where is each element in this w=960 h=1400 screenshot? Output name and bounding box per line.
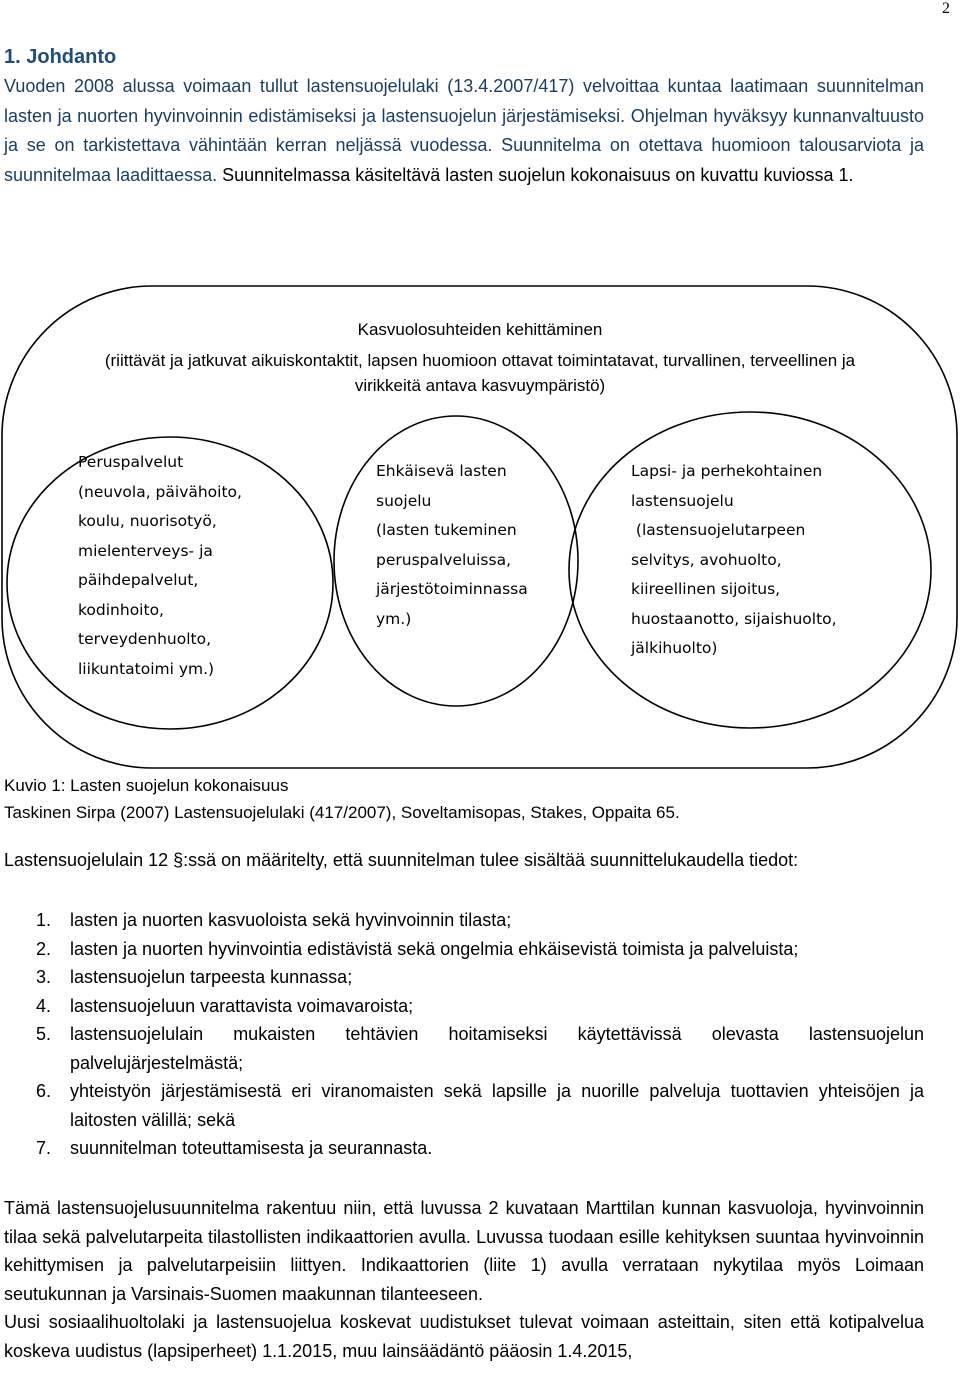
list-item-number: 1. [36,910,52,930]
list-item-number: 5. [36,1024,52,1044]
list-item-number: 7. [36,1138,52,1158]
list-item-text: lastensuojeluun varattavista voimavaroista; [70,995,414,1016]
list-item-number: 6. [36,1081,52,1101]
figure-caption: Kuvio 1: Lasten suojelun kokonaisuus [4,776,289,795]
list-item [4,1134,924,1163]
list-item-text: lasten ja nuorten hyvinvointia edistävistä sekä ongelmia ehkäisevistä toimista ja palveluista; [70,938,799,959]
list-item [4,963,924,992]
section-heading: 1. Johdanto [4,46,117,68]
paragraph: Uusi sosiaalihuoltolaki ja lastensuojelua koskevat uudistukset tulevat voimaan asteittain, siten että kotipalvelua koskeva uudistus (lapsiperheet) 1.1.2015, muu lainsäädäntö pääosin 1.4.2015, [4,1312,924,1361]
circle3-line: huostaanotto, sijaishuolto, [631,609,837,628]
circle1-line: mielenterveys- ja [78,541,213,560]
circle3-title: lastensuojelu [631,491,734,510]
intro-paragraph [4,72,924,190]
circle1-line: terveydenhuolto, [78,630,211,648]
list-item [4,935,924,964]
circle2-line: järjestötoiminnassa [376,580,528,598]
circle1-title: Peruspalvelut [78,453,184,471]
circle1-line: liikuntatoimi ym.) [78,659,215,678]
circle3-line: selvitys, avohuolto, [631,550,782,569]
circle1-line: koulu, nuorisotyö, [78,512,217,530]
list-item-text: yhteistyön järjestämisestä eri viranomaisten sekä lapsille ja nuorille palveluja tuottavien yhteisöjen ja laitosten välillä; sekä [70,1081,924,1130]
circle3-line: jälkihuolto) [631,639,718,657]
circle3-line: (lastensuojelutarpeen [631,521,806,539]
list-item-text: lastensuojelulain mukaisten tehtävien hoitamiseksi käytettävissä olevasta lastensuojelun palvelujärjestelmästä; [70,1024,924,1073]
list-item [4,906,924,935]
law-item-list [4,906,924,1163]
circle2-title: Ehkäisevä lasten [376,462,507,480]
list-item-text: lasten ja nuorten kasvuoloista sekä hyvinvoinnin tilasta; [70,910,512,930]
figure-source: Taskinen Sirpa (2007) Lastensuojelulaki (417/2007), Soveltamisopas, Stakes, Oppaita 65. [4,803,680,822]
list-item [4,1020,924,1077]
list-item-number: 3. [36,967,52,987]
paragraph: Tämä lastensuojelusuunnitelma rakentuu niin, että luvussa 2 kuvataan Marttilan kunnan kasvuoloja, hyvinvoinnin tilaa sekä palvelutarpeita tilastollisten indikaattorien avulla. Luvussa tuodaan esille kehityksen suuntaa hyvinvoinnin kehittymisen ja palvelutarpeisiin liittyen. Indikaattorien (liite 1) avulla verrataan nykytilaa myös Loimaan seutukunnan ja Varsinais-Suomen maakunnan tilanteeseen. [4,1198,924,1304]
list-item [4,1077,924,1134]
list-item-number: 4. [36,995,52,1016]
list-item-text: lastensuojelun tarpeesta kunnassa; [70,967,353,987]
circle2-line: (lasten tukeminen [376,521,517,539]
circle3-line: kiireellinen sijoitus, [631,580,781,598]
intro-text-figure-ref: Suunnitelmassa käsiteltävä lasten suojelun kokonaisuus on kuvattu kuviossa 1. [217,164,854,185]
circle1-line: päihdepalvelut, [78,571,199,589]
circle1-line: (neuvola, päivähoito, [78,482,242,501]
outer-box-title: Kasvuolosuhteiden kehittäminen [357,320,603,339]
circle2-line: ym.) [376,609,412,628]
circle2-text [376,457,576,634]
intro-text: Vuoden 2008 alussa voimaan tullut lastensuojelulaki (13.4.2007/417) velvoittaa kuntaa laatimaan suunnitelman lasten ja nuorten hyvinvoinnin edistämiseksi ja lastensuojelun järjestämiseksi. Ohjelman hyväksyy kunnanvaltuusto ja se on tarkistettava vähintään kerran neljässä vuodessa. Suunnitelma on otettava huomioon talousarviota ja suunnitelmaa laadittaessa. [4,76,924,185]
circle1-text [78,448,298,684]
outer-box-description: (riittävät ja jatkuvat aikuiskontaktit, lapsen huomioon ottavat toimintatavat, turvallinen, terveellinen ja virikkeitä antava kasvuympäristö) [104,351,856,395]
list-item-number: 2. [36,938,52,959]
circle3-title: Lapsi- ja perhekohtainen [631,462,823,480]
closing-paragraphs [4,1194,924,1365]
page-number: 2 [942,0,950,17]
list-item [4,992,924,1021]
list-item-text: suunnitelman toteuttamisesta ja seurannasta. [70,1138,433,1158]
law-intro: Lastensuojelulain 12 §:ssä on määritelty, että suunnitelman tulee sisältää suunnittelukaudella tiedot: [4,850,799,870]
circle1-line: kodinhoito, [78,600,164,619]
circle3-text [631,457,881,664]
circle2-title: suojelu [376,491,432,510]
circle2-line: peruspalveluissa, [376,550,512,569]
